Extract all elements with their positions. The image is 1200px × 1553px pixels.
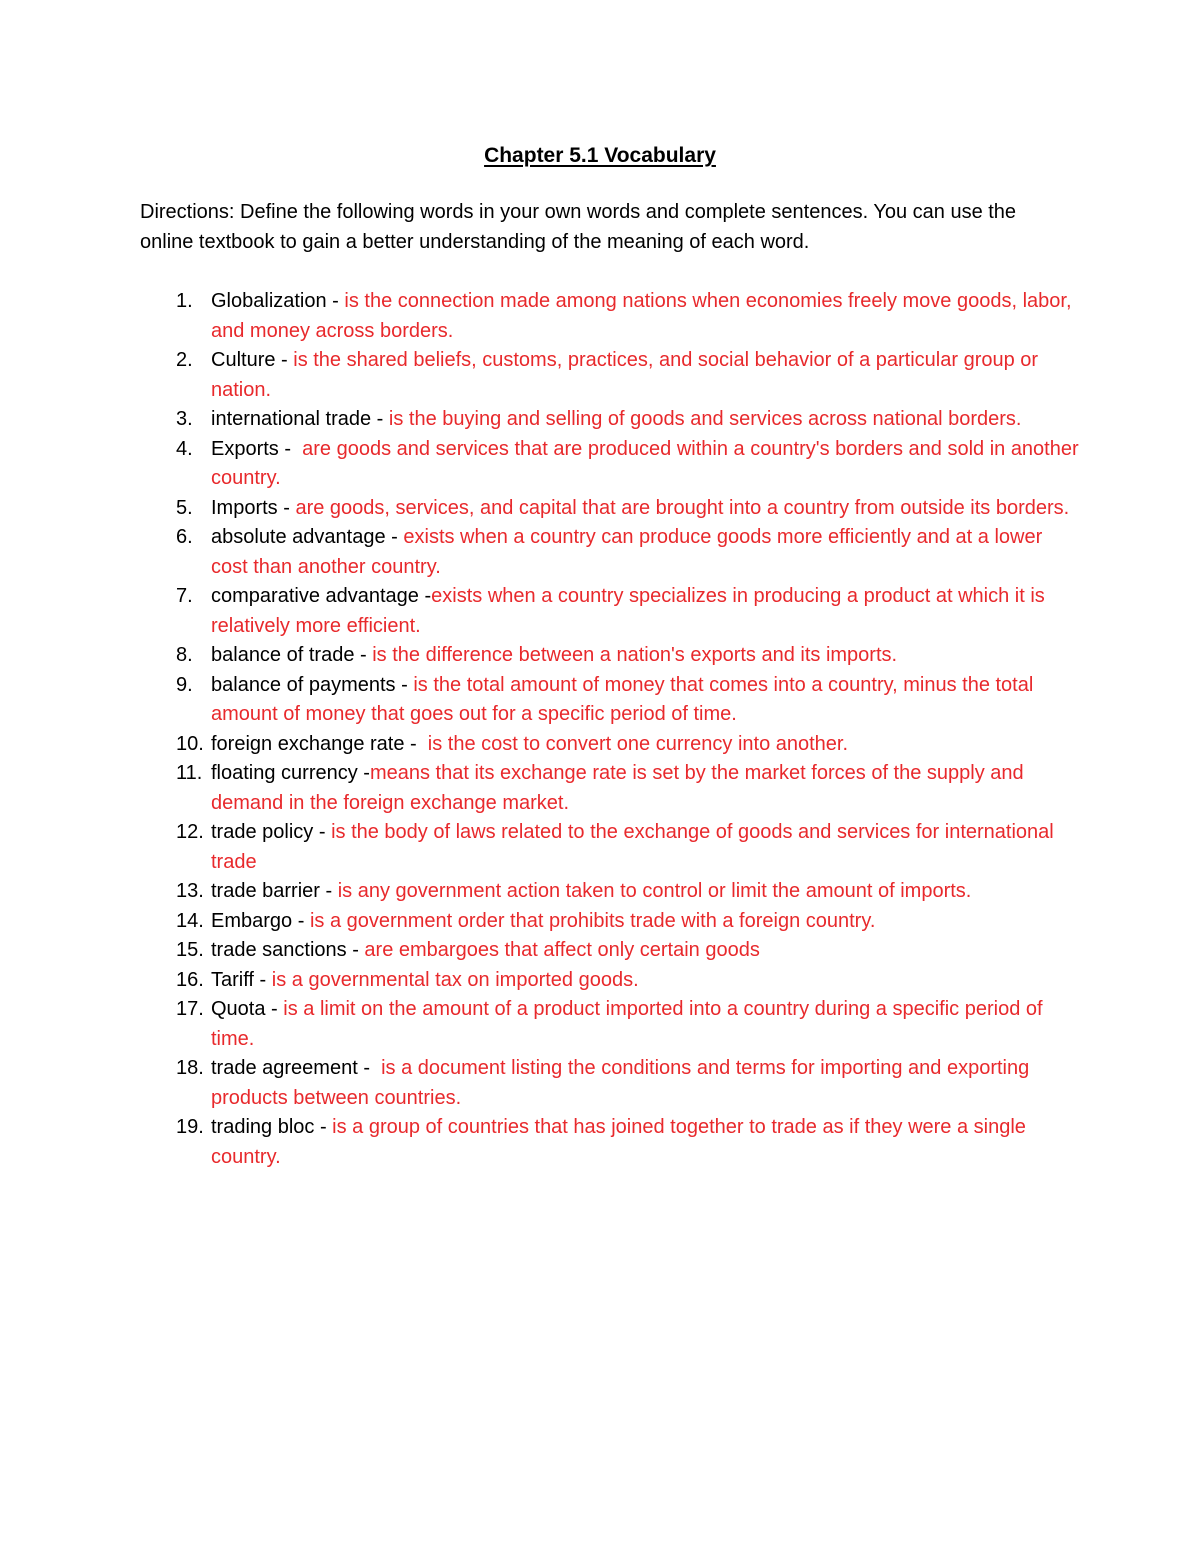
item-number: 6. <box>176 526 193 548</box>
vocab-term: comparative advantage - <box>211 585 432 607</box>
list-item <box>140 759 1080 818</box>
list-item <box>140 730 1080 760</box>
list-item <box>140 936 1080 966</box>
item-number: 5. <box>176 496 193 519</box>
vocab-definition: are goods, services, and capital that are brought into a country from outside its borders. <box>295 496 1070 519</box>
vocab-term: Quota - <box>211 998 284 1020</box>
vocab-term: Globalization - <box>211 290 345 312</box>
vocab-definition: is any government action taken to control or limit the amount of imports. <box>337 880 972 902</box>
vocab-term: Imports - <box>211 496 296 519</box>
item-number: 7. <box>176 585 193 607</box>
vocab-definition: is the difference between a nation's exports and its imports. <box>372 644 898 666</box>
item-number: 12. <box>176 821 204 843</box>
vocab-definition: is the shared beliefs, customs, practices, and social behavior of a particular group or nation. <box>211 349 1039 401</box>
vocab-definition: is the connection made among nations when economies freely move goods, labor, and money across borders. <box>211 290 1072 342</box>
list-item <box>140 405 1080 435</box>
vocab-term: trade barrier - <box>211 880 338 902</box>
item-number: 4. <box>176 437 193 460</box>
vocab-definition: is the cost to convert one currency into another. <box>427 732 849 755</box>
item-number: 16. <box>176 968 204 991</box>
item-number: 11. <box>176 762 203 784</box>
list-item <box>140 582 1080 641</box>
item-number: 10. <box>176 732 204 755</box>
vocab-definition: is the body of laws related to the exchange of goods and services for international trade <box>211 821 1054 873</box>
list-item <box>140 1054 1080 1113</box>
list-item <box>140 641 1080 671</box>
vocab-term: trade sanctions - <box>211 939 365 961</box>
vocab-term: Culture - <box>211 349 294 371</box>
list-item <box>140 966 1080 996</box>
vocab-definition: exists when a country specializes in producing a product at which it is relatively more efficient. <box>211 585 1045 637</box>
vocab-definition: is a document listing the conditions and terms for importing and exporting products between countries. <box>211 1057 1030 1109</box>
item-number: 3. <box>176 408 193 430</box>
item-number: 14. <box>176 909 204 932</box>
vocab-definition: is the total amount of money that comes into a country, minus the total amount of money that goes out for a specific period of time. <box>211 673 1034 725</box>
vocab-term: balance of trade - <box>211 644 373 666</box>
list-item <box>140 1113 1080 1172</box>
list-item <box>140 818 1080 877</box>
vocab-definition: are goods and services that are produced within a country's borders and sold in another country. <box>211 437 1079 489</box>
vocab-term: balance of payments - <box>211 673 414 696</box>
vocab-term: floating currency - <box>211 762 370 784</box>
vocab-definition: is a group of countries that has joined together to trade as if they were a single country. <box>211 1116 1026 1168</box>
item-number: 17. <box>176 998 204 1020</box>
vocab-term: Embargo - <box>211 909 310 932</box>
item-number: 9. <box>176 673 193 696</box>
vocab-definition: exists when a country can produce goods more efficiently and at a lower cost than another country. <box>211 526 1043 578</box>
vocab-term: Tariff - <box>211 968 272 991</box>
vocab-definition: is a governmental tax on imported goods. <box>271 968 639 991</box>
item-number: 15. <box>176 939 204 961</box>
list-item <box>140 907 1080 937</box>
vocab-term: absolute advantage - <box>211 526 404 548</box>
vocab-term: trade agreement - <box>211 1057 382 1079</box>
list-item <box>140 523 1080 582</box>
vocab-definition: is a government order that prohibits trade with a foreign country. <box>309 909 876 932</box>
vocab-term: Exports - <box>211 437 303 460</box>
item-number: 8. <box>176 644 193 666</box>
item-number: 1. <box>176 290 193 312</box>
list-item <box>140 346 1080 405</box>
vocab-definition: are embargoes that affect only certain goods <box>364 939 760 961</box>
list-item <box>140 435 1080 494</box>
directions-text: Directions: Define the following words in your own words and complete sentences. You can use the online textbook to gain a better understanding of the meaning of each word. <box>140 201 1017 253</box>
vocab-term: foreign exchange rate - <box>211 732 428 755</box>
vocab-definition: is the buying and selling of goods and services across national borders. <box>388 408 1022 430</box>
list-item <box>140 877 1080 907</box>
list-item <box>140 995 1080 1054</box>
item-number: 19. <box>176 1116 204 1138</box>
vocab-definition: is a limit on the amount of a product imported into a country during a specific period of time. <box>211 998 1043 1050</box>
vocab-term: international trade - <box>211 408 389 430</box>
list-item <box>140 671 1080 730</box>
vocab-term: trading bloc - <box>211 1116 333 1138</box>
item-number: 18. <box>176 1057 204 1079</box>
list-item <box>140 494 1080 524</box>
vocabulary-list <box>140 287 1080 1172</box>
item-number: 2. <box>176 349 193 371</box>
page-title: Chapter 5.1 Vocabulary <box>484 144 716 167</box>
vocab-definition: means that its exchange rate is set by the market forces of the supply and demand in the foreign exchange market. <box>211 762 1024 814</box>
vocab-term: trade policy - <box>211 821 332 843</box>
item-number: 13. <box>176 880 204 902</box>
list-item <box>140 287 1080 346</box>
